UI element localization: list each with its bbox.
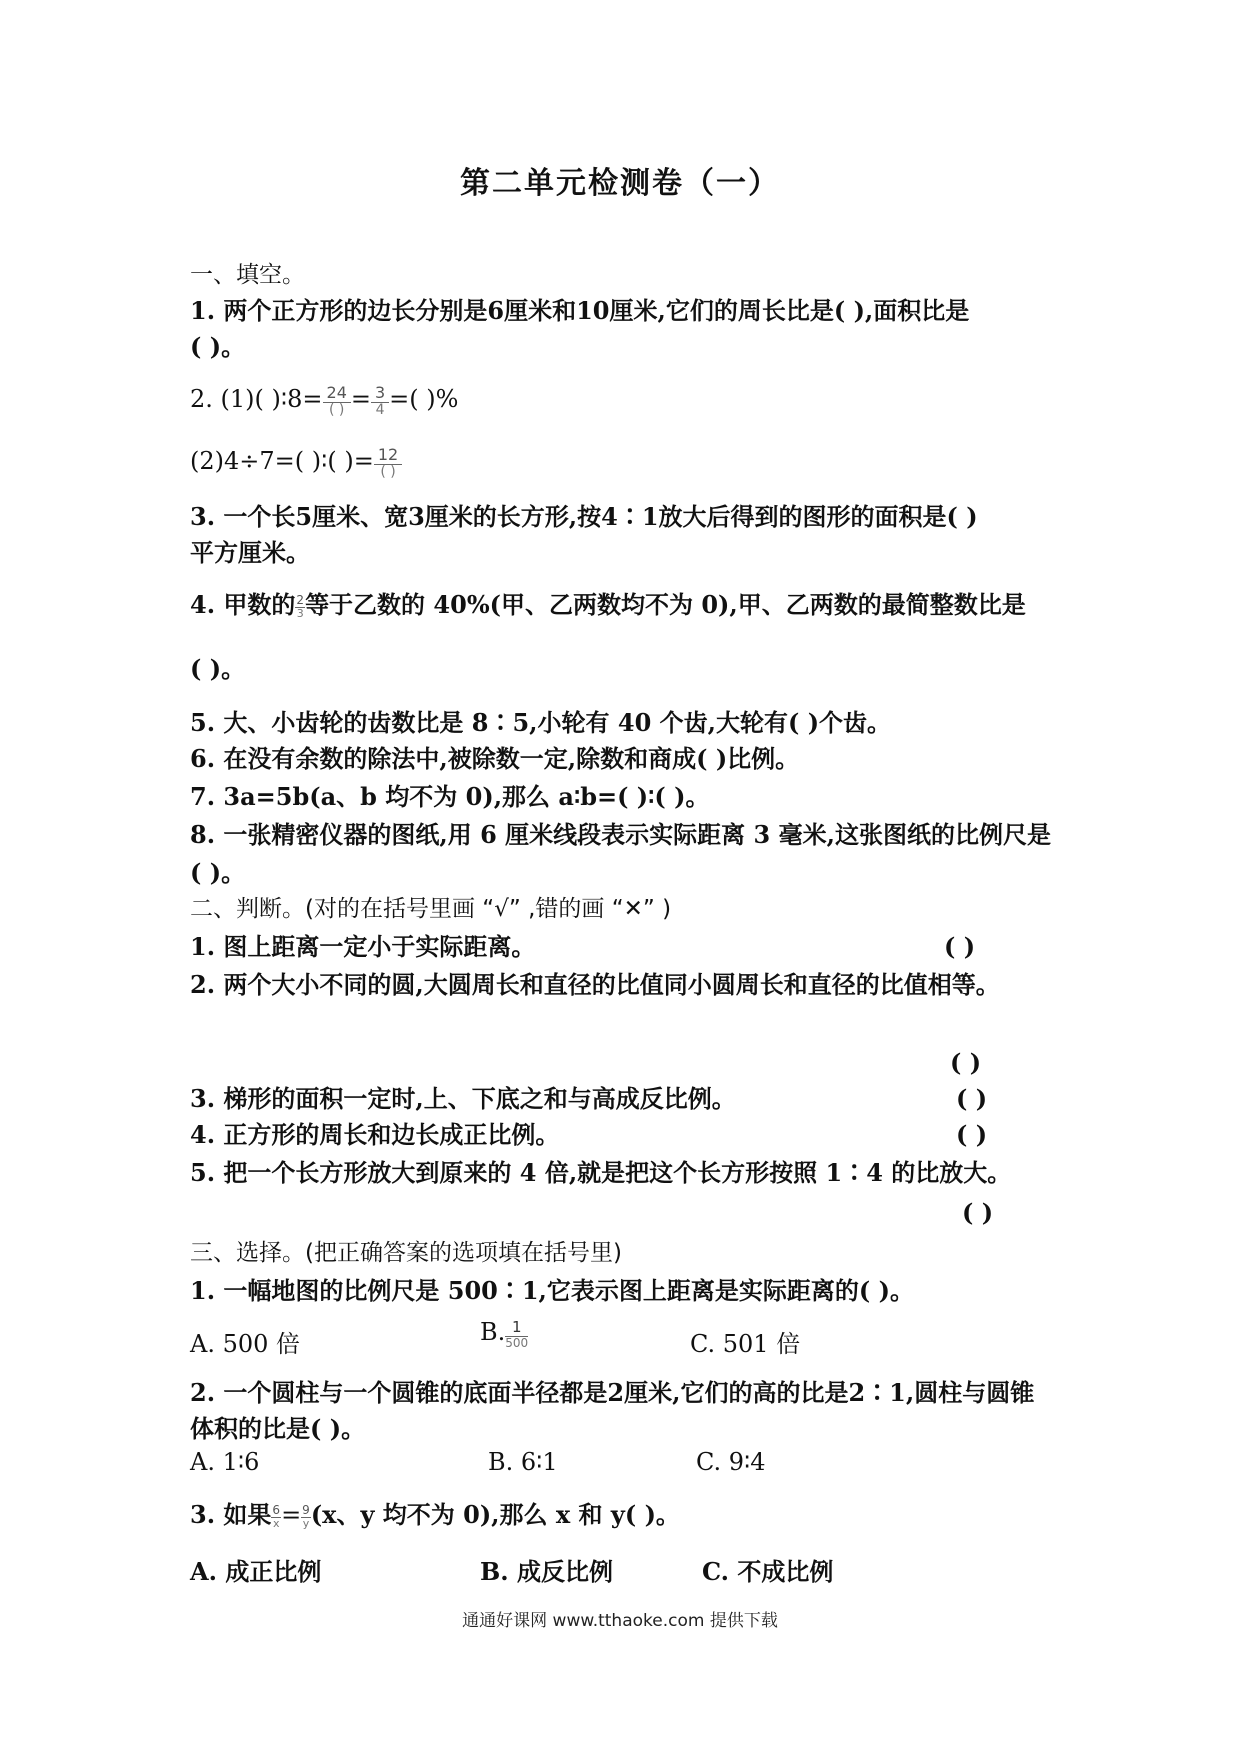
fraction [374, 446, 402, 479]
option-b-label: B. [480, 1318, 506, 1346]
s1-q1-line1: 1. 两个正方形的边长分别是6厘米和10厘米,它们的周长比是( ),面积比是 [190, 296, 970, 325]
fraction-numerator: 2 [296, 593, 305, 607]
s2-q2-answer-paren: ( ) [950, 1048, 982, 1077]
fraction-numerator: 1 [505, 1319, 528, 1337]
s1-q4-post: 等于乙数的 40%(甲、乙两数均不为 0),甲、乙两数的最简整数比是 [305, 590, 1026, 619]
fraction-denominator: 3 [296, 607, 304, 620]
s2-q3-answer-paren: ( ) [956, 1084, 988, 1113]
s1-q3-line2: 平方厘米。 [190, 538, 310, 567]
s3-q2-option-b: B. 6∶1 [488, 1448, 558, 1476]
fraction [301, 1504, 311, 1529]
fraction-numerator: 9 [302, 1503, 310, 1517]
s2-q4-answer-paren: ( ) [956, 1120, 988, 1149]
s1-q2-part2-pre: (2)4÷7=( )∶( )= [190, 447, 374, 475]
fraction-denominator: ( ) [380, 464, 396, 480]
section1-heading: 一、填空。 [190, 262, 305, 288]
fraction-numerator: 3 [371, 384, 389, 403]
s1-q6: 6. 在没有余数的除法中,被除数一定,除数和商成( )比例。 [190, 744, 800, 773]
s2-q1-answer-paren: ( ) [944, 932, 976, 961]
fraction-numerator: 12 [374, 446, 402, 465]
s1-q7: 7. 3a=5b(a、b 均不为 0),那么 a∶b=( )∶( )。 [190, 782, 710, 811]
s3-q2-option-c: C. 9∶4 [696, 1448, 766, 1476]
s3-q3-post: (x、y 均不为 0),那么 x 和 y( )。 [310, 1500, 680, 1529]
s3-q2-option-a: A. 1∶6 [190, 1448, 260, 1476]
fraction-denominator: 500 [505, 1335, 529, 1350]
equals-sign: = [350, 385, 371, 413]
s1-q2-part2 [190, 444, 1070, 479]
s1-q5: 5. 大、小齿轮的齿数比是 8∶5,小轮有 40 个齿,大轮有( )个齿。 [190, 708, 892, 737]
s2-q5: 5. 把一个长方形放大到原来的 4 倍,就是把这个长方形按照 1∶4 的比放大。 [190, 1158, 1012, 1187]
s3-q2-line1: 2. 一个圆柱与一个圆锥的底面半径都是2厘米,它们的高的比是2∶1,圆柱与圆锥 [190, 1378, 1035, 1407]
s3-q3-pre: 3. 如果 [190, 1500, 272, 1529]
s3-q3 [190, 1498, 1070, 1532]
s3-q1: 1. 一幅地图的比例尺是 500∶1,它表示图上距离是实际距离的( )。 [190, 1276, 914, 1305]
s1-q8-line1: 8. 一张精密仪器的图纸,用 6 厘米线段表示实际距离 3 毫米,这张图纸的比例尺是 [190, 820, 1051, 849]
s3-q3-option-b: B. 成反比例 [480, 1557, 613, 1586]
fraction-denominator: x [272, 1517, 280, 1530]
s1-q2-part1-post: =( )% [389, 385, 459, 413]
s1-q1-line2: ( )。 [190, 332, 246, 361]
fraction [505, 1319, 528, 1349]
fraction-numerator: 6 [272, 1503, 281, 1517]
s1-q4-blank: ( )。 [190, 654, 246, 683]
fraction-denominator: y [302, 1517, 310, 1530]
page-footer: 通通好课网 www.tthaoke.com 提供下载 [462, 1611, 778, 1631]
fraction [295, 594, 305, 619]
s2-q4: 4. 正方形的周长和边长成正比例。 [190, 1120, 560, 1149]
s1-q4-pre: 4. 甲数的 [190, 590, 296, 619]
s1-q3-line1: 3. 一个长5厘米、宽3厘米的长方形,按4∶1放大后得到的图形的面积是( ) [190, 502, 978, 531]
fraction [323, 384, 351, 417]
fraction-denominator: 4 [375, 402, 385, 418]
fraction [271, 1504, 281, 1529]
s1-q2-part1 [190, 382, 1070, 417]
page-title: 第二单元检测卷（一） [460, 166, 780, 201]
fraction-numerator: 24 [323, 384, 351, 403]
s2-q1: 1. 图上距离一定小于实际距离。 [190, 932, 536, 961]
s3-q2-line2: 体积的比是( )。 [190, 1414, 366, 1443]
s1-q8-line2: ( )。 [190, 858, 246, 887]
s2-q3: 3. 梯形的面积一定时,上、下底之和与高成反比例。 [190, 1084, 736, 1113]
s3-q3-option-a: A. 成正比例 [190, 1557, 322, 1586]
section2-heading: 二、判断。(对的在括号里画 “√” ,错的画 “✕” ) [190, 896, 672, 922]
fraction [371, 384, 389, 417]
s3-q3-option-c: C. 不成比例 [702, 1557, 834, 1586]
s1-q2-part1-pre: 2. (1)( )∶8= [190, 385, 323, 413]
s1-q4-line1 [190, 588, 1070, 622]
s3-q1-option-c: C. 501 倍 [690, 1330, 801, 1358]
s2-q2: 2. 两个大小不同的圆,大圆周长和直径的比值同小圆周长和直径的比值相等。 [190, 970, 1000, 999]
equals-sign: = [281, 1501, 302, 1529]
s3-q1-option-b [480, 1318, 528, 1349]
fraction-denominator: ( ) [329, 402, 345, 418]
section3-heading: 三、选择。(把正确答案的选项填在括号里) [190, 1240, 622, 1266]
s3-q1-option-a: A. 500 倍 [190, 1330, 301, 1358]
s2-q5-answer-paren: ( ) [962, 1198, 994, 1227]
